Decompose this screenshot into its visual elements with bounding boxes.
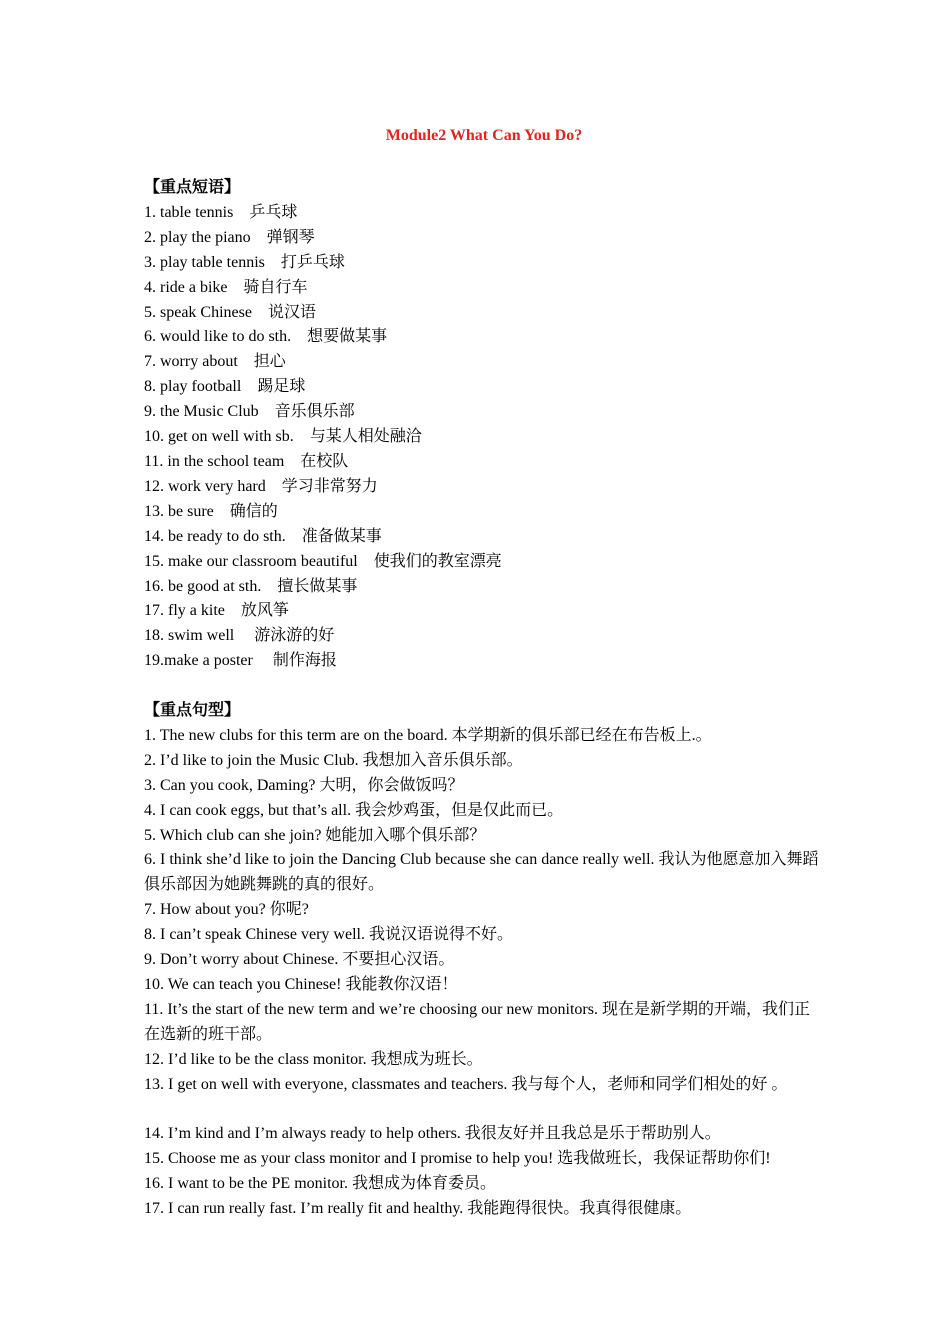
phrase-item: 12. work very hard 学习非常努力: [144, 477, 378, 495]
phrase-item: 18. swim well 游泳游的好: [144, 627, 335, 645]
phrase-item: 5. speak Chinese 说汉语: [144, 303, 316, 321]
paragraph-spacer: [144, 1098, 824, 1123]
sentence-item: 8. I can’t speak Chinese very well. 我说汉语说得不好。: [144, 926, 513, 944]
sentences-list: [144, 724, 824, 1222]
phrase-item: 11. in the school team 在校队: [144, 452, 349, 470]
sentence-item: 6. I think she’d like to join the Dancing Club because she can dance really well. 我认为他愿意加入舞蹈俱乐部因为她跳舞跳的真的很好。: [144, 851, 819, 894]
sentence-item: 11. It’s the start of the new term and we’re choosing our new monitors. 现在是新学期的开端，我们正在选新的班干部。: [144, 1000, 810, 1043]
phrase-item: 15. make our classroom beautiful 使我们的教室漂亮: [144, 552, 502, 570]
phrase-item: 3. play table tennis 打乒乓球: [144, 253, 345, 271]
sentence-item: 13. I get on well with everyone, classmates and teachers. 我与每个人，老师和同学们相处的好 。: [144, 1075, 788, 1093]
sentence-item: 9. Don’t worry about Chinese. 不要担心汉语。: [144, 951, 455, 969]
phrase-item: 2. play the piano 弹钢琴: [144, 228, 315, 246]
phrases-heading: 【重点短语】: [144, 179, 241, 196]
phrase-item: 19.make a poster 制作海报: [144, 652, 337, 670]
phrase-item: 14. be ready to do sth. 准备做某事: [144, 527, 382, 545]
phrase-item: 1. table tennis 乒乓球: [144, 203, 298, 221]
document-title: Module2 What Can You Do?: [385, 127, 583, 144]
sentence-item: 12. I’d like to be the class monitor. 我想成为班长。: [144, 1050, 483, 1068]
document-page: [144, 122, 824, 1222]
phrase-item: 7. worry about 担心: [144, 353, 286, 371]
sentence-item: 15. Choose me as your class monitor and I promise to help you! 选我做班长，我保证帮助你们!: [144, 1150, 771, 1168]
phrase-item: 17. fly a kite 放风筝: [144, 602, 289, 620]
sentence-item: 7. How about you? 你呢?: [144, 901, 309, 919]
sentence-item: 17. I can run really fast. I’m really fit and healthy. 我能跑得很快。我真得很健康。: [144, 1200, 692, 1218]
phrase-item: 6. would like to do sth. 想要做某事: [144, 328, 388, 346]
phrase-item: 9. the Music Club 音乐俱乐部: [144, 403, 355, 421]
sentence-item: 4. I can cook eggs, but that’s all. 我会炒鸡蛋，但是仅此而已。: [144, 801, 564, 819]
section-spacer: [144, 674, 824, 699]
sentence-item: 14. I’m kind and I’m always ready to help others. 我很友好并且我总是乐于帮助别人。: [144, 1125, 721, 1143]
phrase-item: 4. ride a bike 骑自行车: [144, 278, 308, 296]
sentences-heading: 【重点句型】: [144, 702, 241, 720]
phrase-item: 10. get on well with sb. 与某人相处融洽: [144, 428, 422, 446]
sentence-item: 5. Which club can she join? 她能加入哪个俱乐部？: [144, 826, 486, 844]
sentence-item: 10. We can teach you Chinese! 我能教你汉语！: [144, 975, 458, 993]
sentence-item: 1. The new clubs for this term are on the board. 本学期新的俱乐部已经在布告板上.。: [144, 726, 712, 744]
phrases-list: [144, 201, 824, 674]
phrase-item: 13. be sure 确信的: [144, 502, 278, 520]
phrase-item: 8. play football 踢足球: [144, 378, 306, 396]
sentence-item: 3. Can you cook, Daming? 大明，你会做饭吗？: [144, 776, 464, 794]
sentence-item: 2. I’d like to join the Music Club. 我想加入音乐俱乐部。: [144, 751, 523, 769]
sentence-item: 16. I want to be the PE monitor. 我想成为体育委员。: [144, 1175, 496, 1193]
phrase-item: 16. be good at sth. 擅长做某事: [144, 577, 358, 595]
